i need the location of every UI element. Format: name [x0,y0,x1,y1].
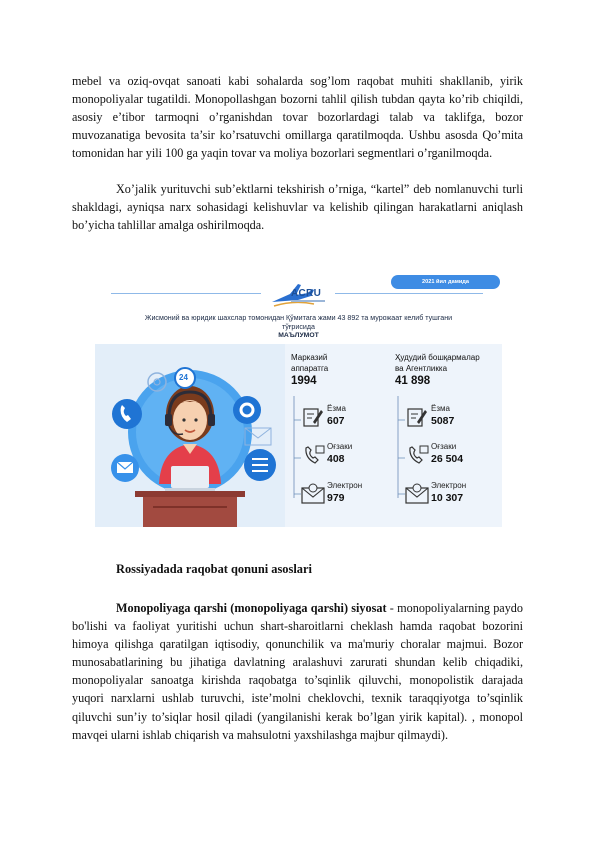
antimonopoly-term: Monopoliyaga qarshi (monopoliyaga qarshi) siyosat [116,601,387,615]
colB-electronic-label: Электрон [431,481,467,490]
logo-underline [291,300,325,302]
colB-oral-value: 26 504 [431,453,464,465]
colB-electronic-value: 10 307 [431,492,464,504]
subtitle-line-1: Жисмоний ва юридик шахслар томонидан Қўмитага жами 43 892 та мурожаат келиб тушгани [144,314,453,322]
call-center-operator-icon [95,344,285,527]
colB-written-label: Ёзма [431,404,450,413]
colB-oral-label: Оғзаки [431,442,457,451]
colA-written-value: 607 [327,415,345,427]
colB-head1: Ҳудудий бошқармалар [395,353,480,362]
phone-icon [303,444,325,466]
pen-writing-icon [303,406,323,428]
year-pill: 2021 йил дамида [391,275,500,289]
colA-oral-label: Оғзаки [327,442,353,451]
section-heading: Rossiyadada raqobat qonuni asoslari [116,562,312,576]
colA-total: 1994 [291,375,317,387]
pen-writing-icon [407,406,427,428]
subtitle-line-2: тўғрисида [282,323,315,331]
colA-electronic-label: Электрон [327,481,363,490]
colB-written-value: 5087 [431,415,455,427]
operator-illustration [95,344,285,527]
paragraph-antimonopoly [72,599,523,744]
subtitle-line-3: МАЪЛУМОТ [278,332,319,339]
colA-written-label: Ёзма [327,404,346,413]
colA-head2: аппаратга [291,364,329,373]
colB-head2: ва Агентликка [395,364,448,373]
colB-total: 41 898 [395,375,431,387]
colA-head1: Марказий [291,353,328,362]
appeals-infographic [95,275,502,527]
logo-text: ACRU [291,288,322,299]
email-envelope-icon [405,482,429,504]
colA-electronic-value: 979 [327,492,345,504]
colA-oral-value: 408 [327,453,345,465]
badge-24-label: 24 [179,373,188,382]
email-envelope-icon [301,482,325,504]
paragraph-cartel: Xo’jalik yurituvchi sub’ektlarni tekshirish o’rniga, “kartel” deb nomlanuvchi turli shakldagi, ayniqsa narx sohasidagi kelishuvlar va kelishib qilingan harakatlarni aniqlash bo’yicha tahlillar amalga oshirilmoqda. [72,182,523,233]
phone-icon [407,444,429,466]
statistics-panel [285,344,502,527]
antimonopoly-definition: - monopoliyalarning paydo bo'lishi va faoliyat yuritishi uchun shart-sharoitlarni cheklash hamda raqobat bozorini himoya qilishga qaratilgan iqtisodiy, qonunchilik va ma'muriy choralar majmui. Bozor munosabatlarining bu jihatiga davlatning aralashuvi zarurati shundan kelib chiqadiki, monopoliyalar sanoatga kirishda raqobatga to’sqinlik qiluvchi, monopolistik darajada yuqori narxlarni ushlab turuvchi, iste’molni cheklovchi, texnik taraqqiyotga to’sqinlik qiluvchi sun’iy to’siqlar hosil qiladi (yangilanishi kerak bo’lgan yirik kapital). , monopol mavqei ularni ishlab chiqarish va mahsulotni yaxshilashga majbur qilmaydi). [72,601,523,742]
header-line-left [111,293,261,294]
header-line-right [335,293,483,294]
paragraph-market-analysis: mebel va oziq-ovqat sanoati kabi sohalarda sog’lom raqobat muhiti shakllanib, yirik monopoliyalar tugatildi. Monopollashgan bozorni tahlil qilish tubdan qayta ko’rib chiqildi, asosiy e’tibor tarmoqni o’rganishdan tovar bozorlardagi talab va taklifga, bozor muvozanatiga bevosita ta’sir ko’rsatuvchi omillarga qaratilmoqda. Ushbu asosda Qo’mita tomonidan har yili 100 ga yaqin tovar va moliya bozorlari segmentlari o’rganilmoqda. [72,74,523,161]
